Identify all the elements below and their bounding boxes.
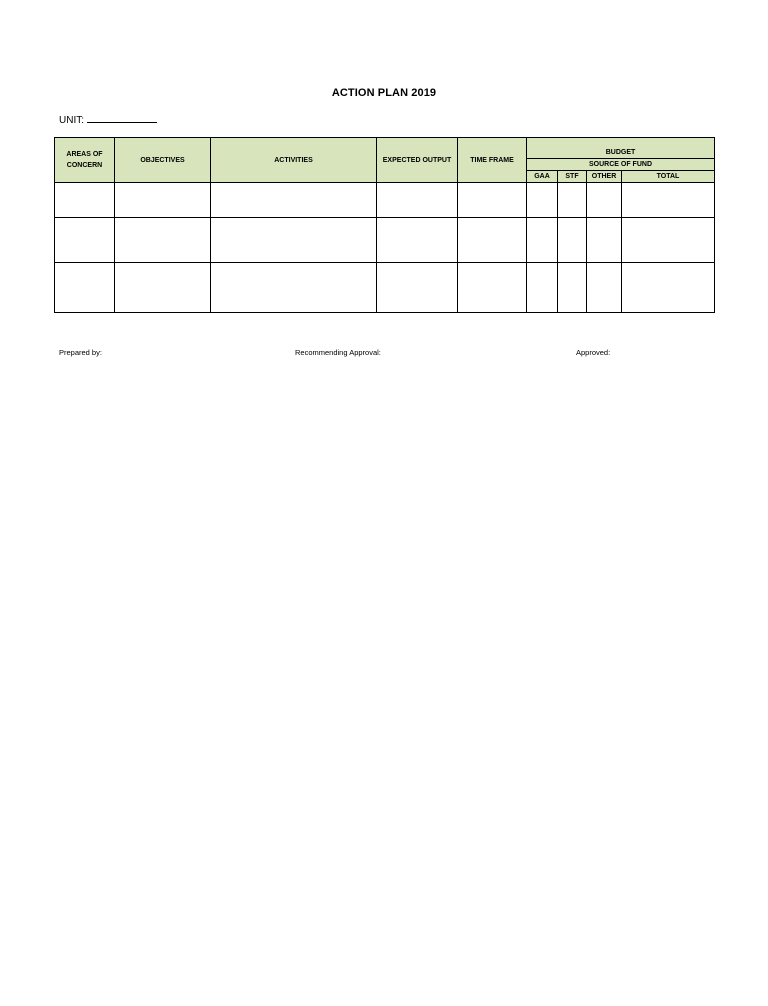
table-cell[interactable] xyxy=(558,263,587,313)
table-body xyxy=(55,183,715,313)
unit-label: UNIT: xyxy=(59,115,84,126)
header-source-of-fund: SOURCE OF FUND xyxy=(527,159,715,171)
table-cell[interactable] xyxy=(558,218,587,263)
table-cell[interactable] xyxy=(587,183,622,218)
table-cell[interactable] xyxy=(55,218,115,263)
table-cell[interactable] xyxy=(622,183,715,218)
header-objectives: OBJECTIVES xyxy=(115,138,211,183)
table-cell[interactable] xyxy=(211,263,377,313)
table-header xyxy=(55,138,715,183)
table-cell[interactable] xyxy=(115,218,211,263)
table-row xyxy=(55,218,715,263)
table-cell[interactable] xyxy=(622,218,715,263)
prepared-by-label: Prepared by: xyxy=(59,348,102,357)
document-title: ACTION PLAN 2019 xyxy=(331,87,437,99)
header-total: TOTAL xyxy=(622,171,715,183)
table-cell[interactable] xyxy=(458,263,527,313)
header-stf: STF xyxy=(558,171,587,183)
header-budget: BUDGET xyxy=(527,138,715,159)
table-cell[interactable] xyxy=(458,218,527,263)
table-cell[interactable] xyxy=(527,218,558,263)
table-cell[interactable] xyxy=(115,183,211,218)
table-cell[interactable] xyxy=(55,263,115,313)
unit-field xyxy=(59,113,157,126)
table-row xyxy=(55,263,715,313)
table-cell[interactable] xyxy=(115,263,211,313)
table-cell[interactable] xyxy=(377,218,458,263)
table-cell[interactable] xyxy=(377,263,458,313)
table-row xyxy=(55,183,715,218)
approved-label: Approved: xyxy=(576,348,611,357)
table-cell[interactable] xyxy=(377,183,458,218)
header-other: OTHER xyxy=(587,171,622,183)
table-cell[interactable] xyxy=(622,263,715,313)
header-time-frame: TIME FRAME xyxy=(458,138,527,183)
action-plan-table xyxy=(54,137,715,313)
header-areas-of-concern: AREAS OF CONCERN xyxy=(55,138,115,183)
header-activities: ACTIVITIES xyxy=(211,138,377,183)
table-cell[interactable] xyxy=(558,183,587,218)
recommending-approval-label: Recommending Approval: xyxy=(295,348,381,357)
table-cell[interactable] xyxy=(587,218,622,263)
table-cell[interactable] xyxy=(587,263,622,313)
unit-blank-line xyxy=(87,113,157,123)
header-gaa: GAA xyxy=(527,171,558,183)
header-expected-output: EXPECTED OUTPUT xyxy=(377,138,458,183)
table-cell[interactable] xyxy=(211,218,377,263)
table-cell[interactable] xyxy=(458,183,527,218)
table-cell[interactable] xyxy=(527,183,558,218)
table-cell[interactable] xyxy=(211,183,377,218)
table-cell[interactable] xyxy=(527,263,558,313)
table-cell[interactable] xyxy=(55,183,115,218)
